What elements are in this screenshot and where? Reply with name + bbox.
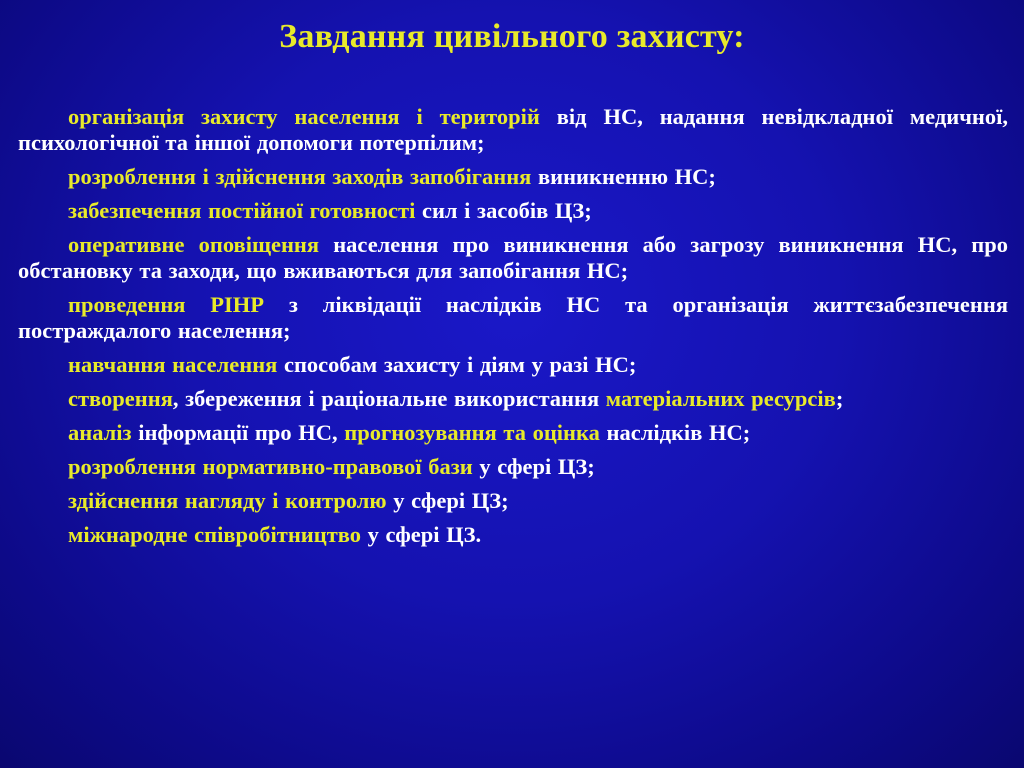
task-item-5-text: з ліквідації наслідків НС та організація життєзабезпечення постраждалого населення; <box>18 292 1008 343</box>
task-item-6-highlight: навчання населення <box>68 352 278 377</box>
task-item-4-text: населення про виникнення або загрозу виникнення НС, про обстановку та заходи, що вживаються для запобігання НС; <box>18 232 1009 283</box>
task-item-4 <box>18 232 1008 284</box>
task-item-6 <box>18 352 1008 378</box>
task-item-5 <box>18 292 1008 344</box>
task-item-7 <box>18 386 1008 412</box>
task-item-11-text: у сфері ЦЗ. <box>361 522 482 547</box>
task-item-8-text: інформації про НС, <box>131 420 345 445</box>
task-item-11-highlight: міжнародне співробітництво <box>68 522 362 547</box>
task-item-8-text-2: наслідків НС; <box>599 420 751 445</box>
task-item-10-highlight: здійснення нагляду і контролю <box>68 488 387 513</box>
task-item-8 <box>18 420 1008 446</box>
task-item-11 <box>18 522 1008 548</box>
slide-title: Завдання цивільного захисту: <box>279 18 745 55</box>
task-item-3 <box>18 198 1008 224</box>
task-item-3-text: сил і засобів ЦЗ; <box>415 198 592 223</box>
task-list <box>18 104 1008 556</box>
task-item-5-highlight: проведення РІНР <box>68 292 265 317</box>
task-item-9-text: у сфері ЦЗ; <box>472 454 595 479</box>
task-item-9-highlight: розроблення нормативно-правової бази <box>68 454 473 479</box>
task-item-3-highlight: забезпечення постійної готовності <box>68 198 416 223</box>
task-item-6-text: способам захисту і діям у разі НС; <box>277 352 637 377</box>
task-item-7-text-2: ; <box>835 386 844 411</box>
task-item-10-text: у сфері ЦЗ; <box>386 488 509 513</box>
task-item-1-highlight: організація захисту населення і територій <box>68 104 540 129</box>
task-item-2-highlight: розроблення і здійснення заходів запобігання <box>68 164 532 189</box>
task-item-1-text: від НС, надання невідкладної медичної, психологічної та іншої допомоги потерпілим; <box>18 104 1009 155</box>
task-item-4-highlight: оперативне оповіщення <box>68 232 320 257</box>
task-item-7-text: , збереження і раціональне використання <box>172 386 606 411</box>
task-item-8-highlight-2: прогнозування та оцінка <box>344 420 600 445</box>
task-item-1 <box>18 104 1008 156</box>
task-item-9 <box>18 454 1008 480</box>
task-item-7-highlight: створення <box>68 386 173 411</box>
task-item-7-highlight-2: матеріальних ресурсів <box>605 386 836 411</box>
task-item-2-text: виникненню НС; <box>531 164 716 189</box>
task-item-2 <box>18 164 1008 190</box>
task-item-10 <box>18 488 1008 514</box>
task-item-8-highlight: аналіз <box>68 420 132 445</box>
